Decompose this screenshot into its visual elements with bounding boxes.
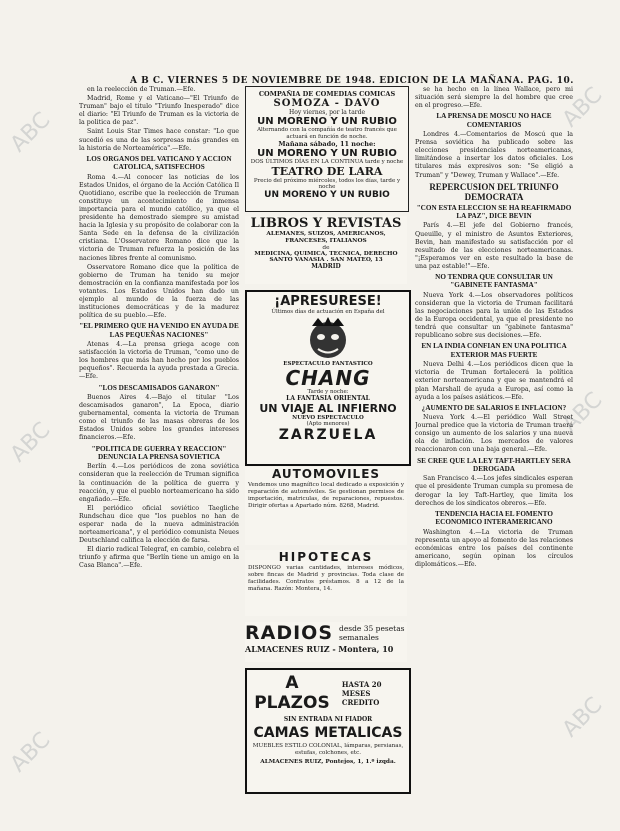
- article-text: Nueva York 4.—Los observadores políticos consideran que la victoria de Truman facilitará las negociaciones para la unión de las Estados de la Europa occidental, ya que el presidente no tendrá que consultar un "gabinete fantasma" republicano sobre sus decisiones.—Efe.: [415, 291, 573, 340]
- article-text: Roma 4.—Al conocer las noticias de los Estados Unidos, el órgano de la Acción Católica Il Quotidiano, escribe que la reelección de Truman constituye un acontecimiento de inmensa importancia para el mundo católico, ya que el presidente ha demostrado siempre su amistad hacia la Iglesia y su propósito de colaborar con la Santa Sede en la defensa de la civilización cristiana. L'Osservatore Romano dice que la victoria de Truman refuerza la posición de las naciones libres frente al comunismo.: [79, 173, 239, 262]
- article-headline: NO TENDRA QUE CONSULTAR UN "GABINETE FANTASMA": [435, 273, 553, 290]
- ad-line: MADRID: [311, 263, 341, 270]
- ad-line: SIN ENTRADA NI FIADOR: [283, 716, 373, 723]
- article-headline: "LOS DESCAMISADOS GANARON": [98, 383, 220, 392]
- article-text: Washington 4.—La victoria de Truman representa un apoyo al fomento de las relaciones económicas entre los países del continente americano, según opinan los círculos diplomáticos.—Efe.: [415, 528, 573, 568]
- ad-line: NUEVO ESPECTACULO: [292, 415, 364, 421]
- article-text: se ha hecho en la línea Wallace, pero mi situación será siempre la del hombre que cree en el progreso.—Efe.: [415, 86, 573, 110]
- article-text: El periódico oficial soviético Taegliche Rundschau dice que "los pueblos no han de esperar nada de la nueva administración norteamericana", y el periódico comunista Neues Deutschland califica la elección de farsa.: [79, 504, 239, 545]
- installments-ad: [245, 668, 411, 794]
- ad-line: ZARZUELA: [278, 427, 378, 443]
- article-text: en la reelección de Truman.—Efe.: [87, 86, 196, 93]
- ad-line: DISPONGO varias cantidades, intereses módicos, sobre fincas de Madrid y provincias. Toda clase de facilidades. Contratos préstamos. 8 a 12 de la mañana. Razón: Montera, 14.: [248, 565, 404, 592]
- ad-line: Tarde y noche:: [307, 389, 349, 395]
- article-headline: REPERCUSION DEL TRIUNFO DEMOCRATA: [429, 181, 559, 202]
- chang-show-ad: [245, 290, 411, 466]
- article-text: Osservatore Romano dice que la política de gobierno de Truman ha tenido su mejor demostración en la confianza manifestada por los votantes. Los Estados Unidos han dado un ejemplo al mundo de la fuerza de las instituciones democráticas y de la madurez política de su pueblo.—Efe.: [79, 263, 239, 320]
- radios-ad: [245, 622, 407, 662]
- article-text: Madrid, Rome y el Vaticano—"El Triunfo de Truman" bajo el titulo "Triunfo Inesperado" dice el diario: "El Triunfo de Truman es la victoria de la politica de paz".: [79, 95, 239, 127]
- article-headline: LA PRENSA DE MOSCU NO HACE COMENTARIOS: [436, 112, 552, 129]
- watermark: ABC: [5, 417, 56, 468]
- article-text: Londres 4.—Comentarios de Moscú que la Prensa soviética ha publicado sobre las elecciones presidenciales norteamericanas, limitándose a insertar los datos oficiales. Los titulares más expresivos son: "Se eligió a Truman" y "Dewey, Truman y Wallace".—Efe.: [415, 131, 573, 179]
- article-headline: ¿AUMENTO DE SALARIOS E INFLACION?: [421, 403, 567, 412]
- ad-line: desde 35 pesetas semanales: [339, 624, 405, 642]
- ad-line: ALMACENES RUIZ, Pontejos, 1, 1.º izqda.: [260, 759, 396, 765]
- article-text: Berlín 4.—Los periódicos de zona soviética consideran que la reelección de Truman significa la continuación de la política de guerra y reacción, y que el pueblo norteamericano ha sido engañado.—Efe.: [79, 463, 239, 503]
- watermark: ABC: [5, 107, 56, 158]
- article-text: El diario radical Telegraf, en cambio, celebra el triunfo y afirma que "Berlín tiene un amigo en la Casa Blanca".—Efe.: [79, 546, 239, 570]
- ad-line: TEATRO DE LARA: [271, 165, 383, 178]
- ad-title: HIPOTECAS: [278, 550, 374, 564]
- article-text: Nueva Delhi 4.—Los periódicos dicen que la victoria de Truman fortalecerá la política exterior norteamericana y que se mantendrá el plan Marshall de ayuda a Europa, así como la ayuda a los países asiáticos.—Efe.: [415, 361, 573, 401]
- ad-line: MUEBLES ESTILO COLONIAL, lámparas, persianas, estufas, colchones, etc.: [252, 743, 404, 756]
- article-text: Saint Louis Star Times hace constar: "Lo que sucedió es una de las sorpresas más grandes en la historia de Norteamérica".—Efe.: [79, 128, 239, 152]
- article-headline: "EL PRIMERO QUE HA VENIDO EN AYUDA DE LAS PEQUEÑAS NACIONES": [79, 322, 239, 339]
- ad-title: ¡APRESURESE!: [274, 294, 382, 309]
- article-text: Nueva York 4.—El periódico Wall Street Journal predice que la victoria de Truman traerá consigo un aumento de los salarios y una nueva ola de inflación. Los mercados de valores reaccionaron con una baja general.—Efe.: [415, 414, 573, 454]
- ad-line: UN MORENO Y UN RUBIO: [257, 148, 397, 159]
- article-text: San Francisco 4.—Los jefes sindicales esperan que el presidente Truman cumpla su promesa de derogar la ley Taft-Hartley, que limita los derechos de los sindicatos obreros.—Efe.: [415, 475, 573, 507]
- ad-line: DOS ÚLTIMOS DÍAS EN LA CONTINUA tarde y noche: [250, 159, 404, 165]
- ad-line: de: [322, 245, 330, 251]
- left-column: [79, 86, 239, 826]
- watermark: ABC: [5, 727, 56, 778]
- ad-line: SANTO VANASIA . SAN MATEO, 13: [269, 257, 383, 263]
- theatre-ad: [245, 86, 409, 212]
- ad-line: UN VIAJE AL INFIERNO: [259, 402, 397, 415]
- ad-title: RADIOS: [245, 622, 334, 644]
- books-ad: [245, 216, 407, 284]
- article-headline: EN LA INDIA CONFIAN EN UNA POLITICA EXTERIOR MAS FUERTE: [421, 342, 567, 359]
- article-text: París 4.—El jefe del Gobierno francés, Queuille, y el ministro de Asuntos Exteriores, Bevin, han manifestado su satisfacción por el resultado de las elecciones norteamericanas. "¡Esperamos ver en este resultado la base de una paz estable!"—Efe.: [415, 222, 573, 270]
- ad-line: Mañana sábado, 11 noche:: [278, 140, 376, 148]
- ad-line: Vendemos uno magnífico local dedicado a exposición y reparación de automóviles. Se gestionan permisos de importación, matriculas, de reparaciones, repuestos. Dirigir ofertas a Apartado núm. 8268, Madrid.: [248, 482, 404, 509]
- ad-line: SOMOZA - DAVO: [273, 98, 381, 109]
- article-headline: LOS ORGANOS DEL VATICANO Y ACCION CATOLICA, SATISFECHOS: [86, 154, 232, 172]
- ad-title: AUTOMOVILES: [271, 467, 381, 481]
- article-headline: SE CREE QUE LA LEY TAFT-HARTLEY SERA DEROGADA: [417, 456, 571, 473]
- article-text: Buenos Aires 4.—Bajo el titular "Los descamisados ganaron", La Epoca, diario gubernamental, comenta la victoria de Truman como el triunfo de las masas obreras de los Estados Unidos sobre los grandes intereses financieros.—Efe.: [79, 393, 239, 442]
- ad-line: CAMAS METALICAS: [253, 725, 403, 741]
- ad-line: HASTA 20 MESES: [341, 679, 382, 698]
- ad-title: A PLAZOS: [254, 673, 330, 713]
- ad-line: ALMACENES RUIZ - Montera, 10: [245, 644, 394, 654]
- article-text: Atenas 4.—La prensa griega acoge con satisfacción la victoria de Truman, "como uno de los hombres que más han hecho por los pueblos pequeños". Recuerda la ayuda prestada a Grecia.—Efe.: [79, 341, 239, 381]
- ad-line: LA FANTASIA ORIENTAL: [286, 395, 370, 402]
- ad-line: ALEMANES, SUIZOS, AMERICANOS, FRANCESES, ITALIANOS: [266, 231, 386, 244]
- ad-line: Precio del próximo miércoles, todos los días, tarde y noche: [253, 178, 401, 190]
- ad-line: UN MORENO Y UN RUBIO: [264, 190, 390, 200]
- ad-line: ESPECTACULO FANTASTICO: [283, 361, 373, 367]
- article-headline: "POLITICA DE GUERRA Y REACCION" DENUNCIA LA PRENSA SOVIETICA: [91, 444, 227, 461]
- article-headline: "CON ESTA ELECCION SE HA REAFIRMADO LA PAZ", DICE BEVIN: [416, 203, 572, 221]
- ad-line: (Apto menores): [306, 421, 350, 427]
- watermark: ABC: [557, 82, 608, 133]
- ad-line: CREDITO: [341, 697, 380, 707]
- automobiles-ad: [245, 467, 407, 545]
- mortgages-ad: [245, 550, 407, 616]
- ad-line: Alternando con la compañía de teatro francés que actuará en función de noche.: [257, 127, 397, 140]
- chang-mask-icon: [298, 316, 358, 360]
- ad-line: Hoy viernes, por la tarde: [288, 109, 366, 116]
- right-column: [415, 86, 573, 826]
- ad-line: MEDICINA, QUIMICA, TECNICA, DERECHO: [254, 251, 398, 257]
- ad-line: CHANG: [285, 366, 371, 390]
- ad-line: UN MORENO Y UN RUBIO: [257, 116, 397, 127]
- ad-line: Últimos días de actuación en España del: [271, 309, 385, 315]
- watermark: ABC: [557, 692, 608, 743]
- page-header: A B C. VIERNES 5 DE NOVIEMBRE DE 1948. EDICION DE LA MAÑANA. PAG. 10.: [130, 76, 574, 86]
- watermark: ABC: [557, 387, 608, 438]
- ad-line: COMPAÑIA DE COMEDIAS COMICAS: [258, 90, 396, 98]
- article-headline: TENDENCIA HACIA EL FOMENTO ECONOMICO INTERAMERICANO: [435, 509, 553, 527]
- ad-title: LIBROS Y REVISTAS: [250, 216, 402, 231]
